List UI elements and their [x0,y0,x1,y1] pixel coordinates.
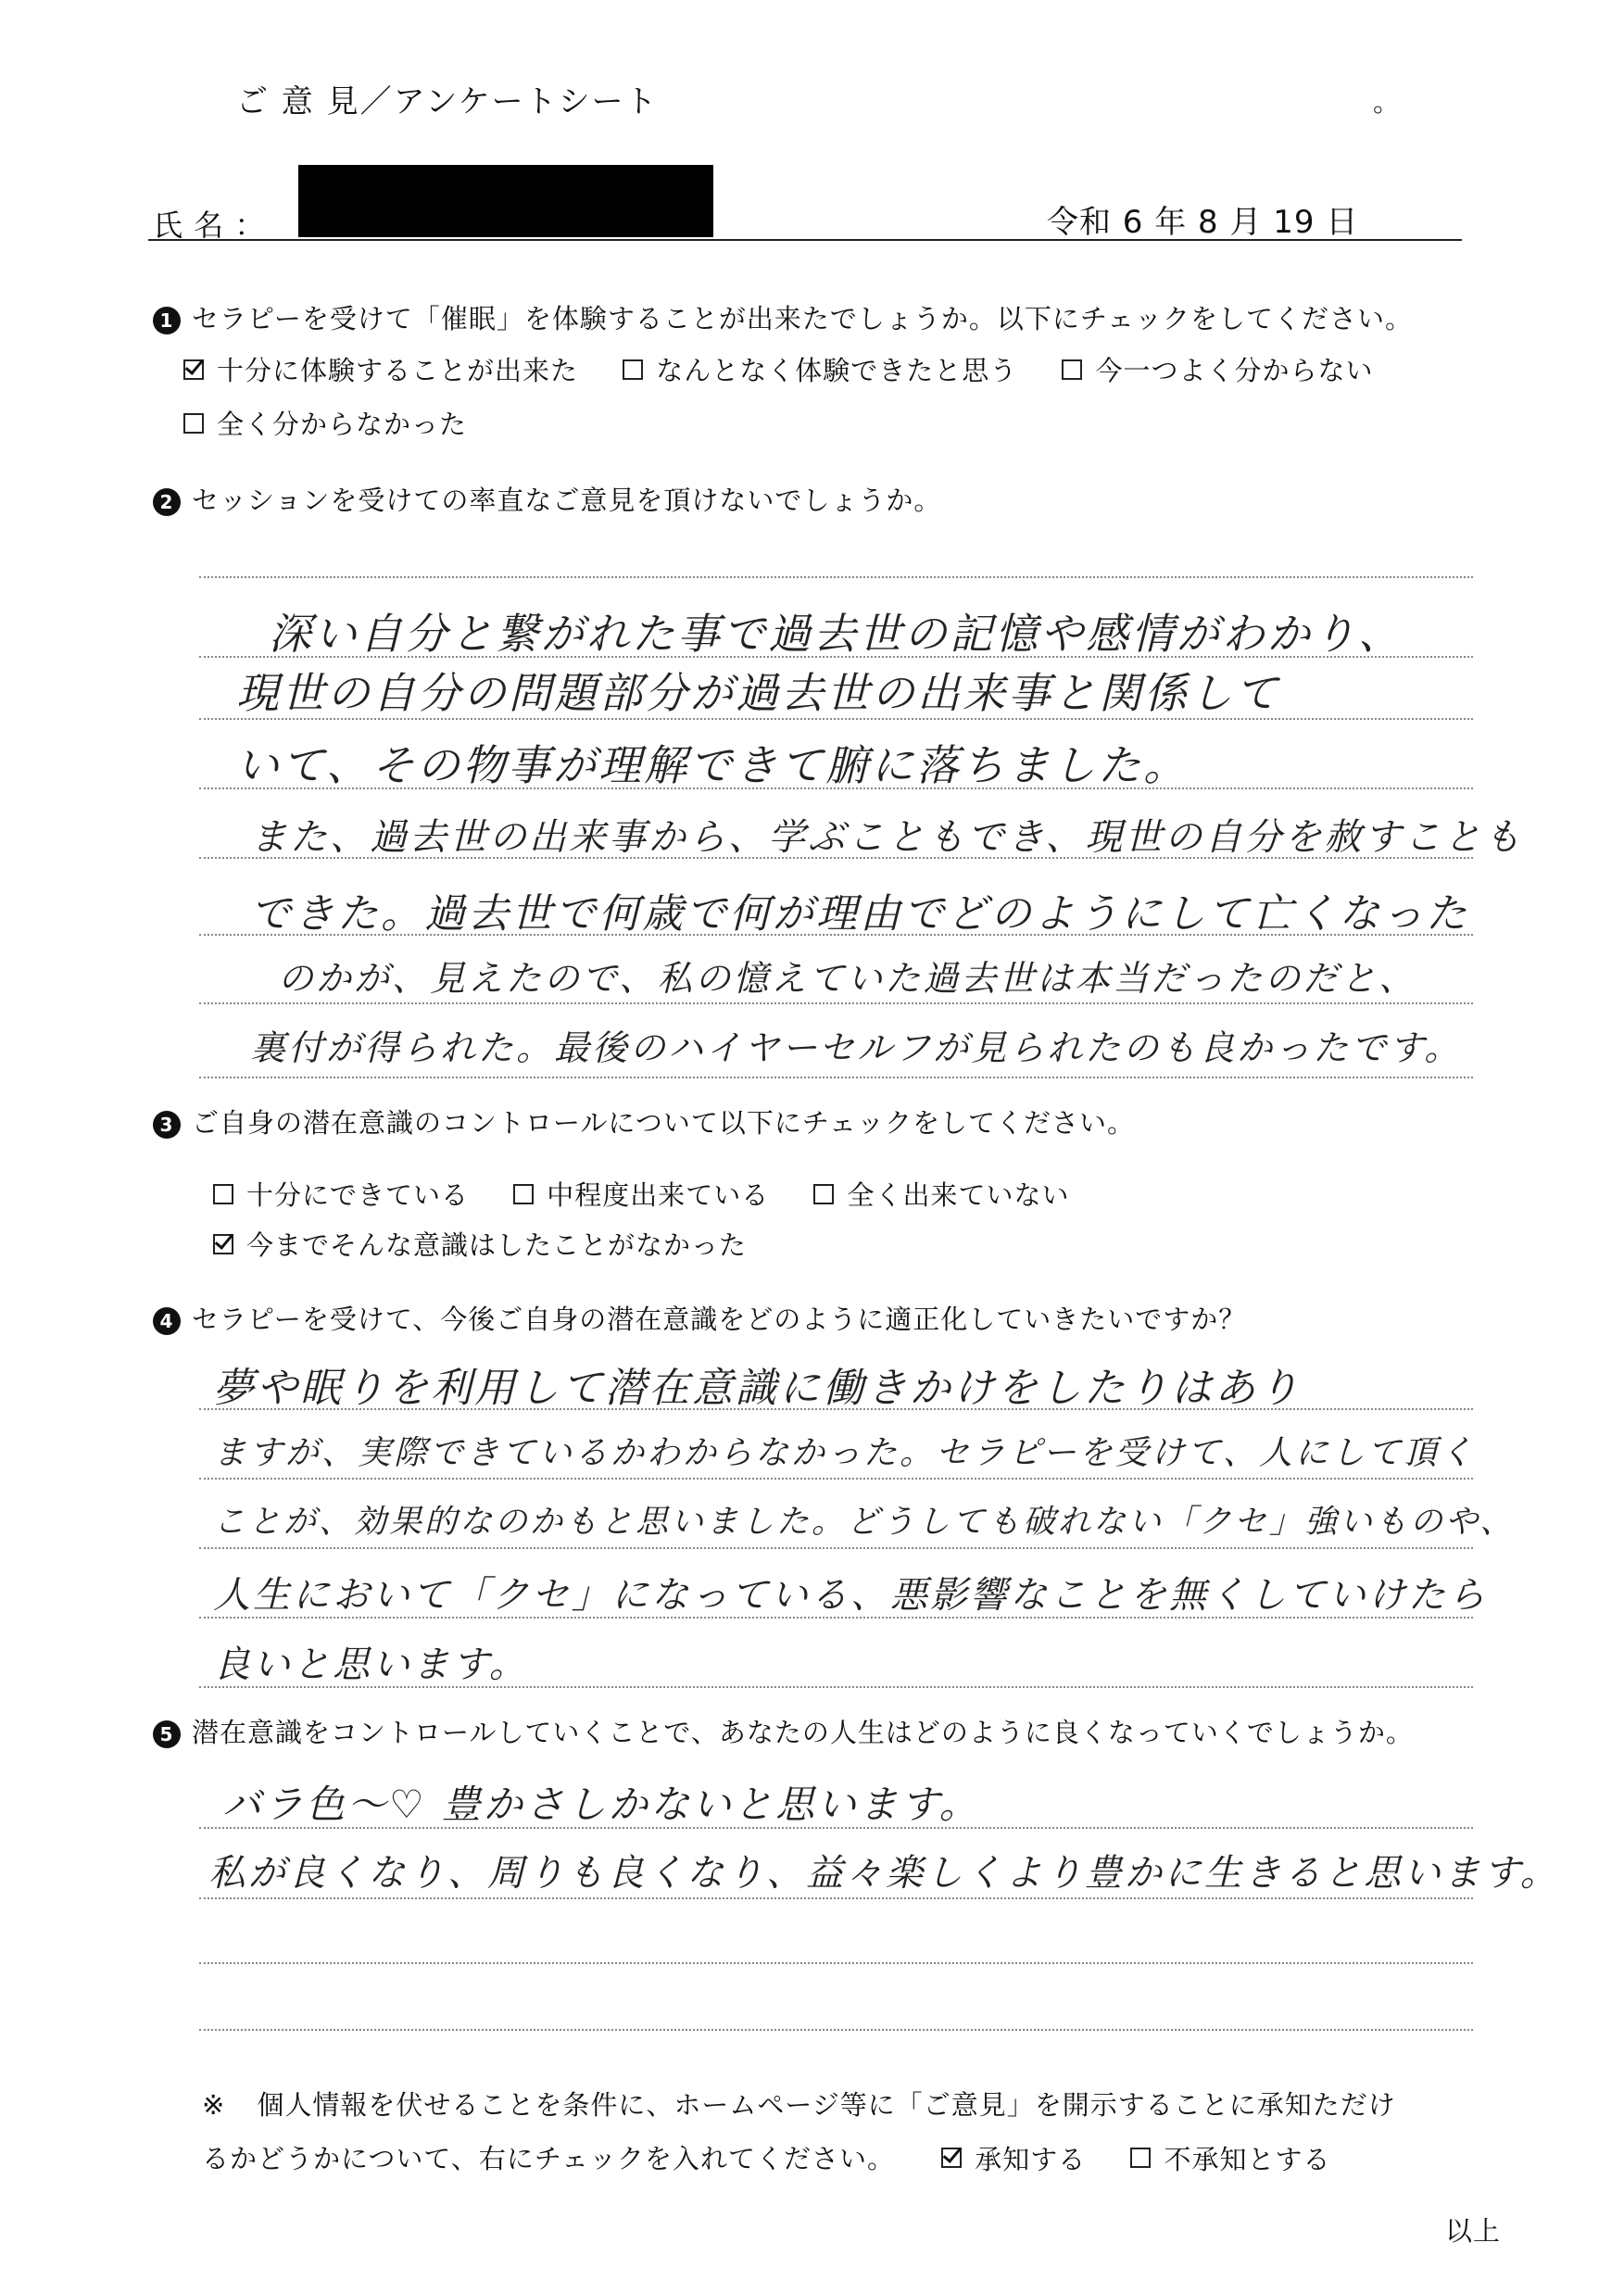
q1-option-1[interactable] [183,350,578,388]
q3-option-1[interactable] [213,1175,469,1213]
corner-mark: 。 [1373,86,1402,118]
q4-answer-line-3: ことが、効果的なのかもと思いました。どうしても破れない「クセ」強いものや、 [213,1504,1516,1541]
q5-number: 5 [153,1720,181,1748]
q1-option-3-label: 今一つよく分からない [1095,355,1374,386]
q3-option-3[interactable] [813,1175,1069,1213]
q4-number: 4 [153,1307,181,1335]
q2-number: 2 [153,488,181,516]
answer-line [199,1077,1473,1078]
q3-option-2[interactable] [513,1175,769,1213]
answer-line [199,1686,1473,1688]
consent-line-1 [202,2085,1396,2123]
answer-line [199,1617,1473,1619]
q4-question-text: セラピーを受けて、今後ご自身の潜在意識をどのように適正化していきたいですか？ [192,1304,1247,1335]
checkbox[interactable] [813,1184,834,1204]
consent-line-2 [202,2138,1366,2177]
answer-line [199,1827,1473,1829]
checkbox-checked[interactable] [183,359,204,380]
answer-line [199,1002,1473,1004]
answer-line [199,656,1473,658]
q1-option-3[interactable] [1062,350,1373,388]
answer-line [199,934,1473,936]
q2-answer-line-1: 深い自分と繋がれた事で過去世の記憶や感情がわかり、 [269,609,1404,659]
q3-options-row1 [213,1175,1104,1213]
q1-option-4-label: 全く分からなかった [217,409,468,440]
answer-line [199,2029,1473,2031]
answer-line [199,1897,1473,1899]
q2-question-text: セッションを受けての率直なご意見を頂けないでしょうか。 [192,485,942,516]
q1-option-2-label: なんとなく体験できたと思う [656,355,1018,386]
q3-question [153,1102,1135,1140]
q3-option-2-label: 中程度出来ている [547,1179,770,1211]
consent-disagree[interactable] [1130,2139,1330,2177]
q1-question [153,298,1413,336]
q1-option-2[interactable] [623,350,1017,388]
consent-agree-label: 承知する [975,2143,1087,2175]
answer-line [199,718,1473,720]
consent-text-1: 個人情報を伏せることを条件に、ホームページ等に「ご意見」を開示することに承知ただけ [257,2089,1396,2121]
q2-answer-line-3: いて、その物事が理解できて腑に落ちました。 [236,740,1190,790]
answer-line [199,1547,1473,1549]
consent-disagree-label: 不承知とする [1164,2143,1331,2175]
answer-line [199,576,1473,578]
q5-answer-line-2: 私が良くなり、周りも良くなり、益々楽しくより豊かに生きると思います。 [208,1852,1560,1895]
q1-number: 1 [153,307,181,334]
q5-answer-line-1: バラ色〜♡ 豊かさしかないと思います。 [222,1782,981,1827]
consent-mark: ※ [202,2089,226,2121]
q1-options-row1 [183,350,1408,388]
answer-line [199,1408,1473,1410]
q4-answer-line-2: ますが、実際できているかわからなかった。セラピーを受けて、人にして頂く [213,1434,1476,1472]
page-title: ご 意 見／アンケートシート [236,83,659,120]
q4-answer-line-5: 良いと思います。 [213,1644,529,1686]
date: 令和 6 年 8 月 19 日 [1047,204,1359,241]
name-underline [148,239,1462,241]
checkbox[interactable] [1130,2148,1151,2168]
checkbox[interactable] [513,1184,534,1204]
answer-line [199,787,1473,789]
q4-question [153,1299,1246,1337]
end-mark: 以上 [1445,2215,1502,2247]
q2-answer-line-5: できた。過去世で何歳で何が理由でどのようにして亡くなった [250,890,1469,938]
q2-answer-line-4: また、過去世の出来事から、学ぶこともでき、現世の自分を赦すことも [250,816,1524,859]
checkbox[interactable] [623,359,643,380]
answer-line [199,1478,1473,1480]
checkbox[interactable] [1062,359,1082,380]
q3-question-text: ご自身の潜在意識のコントロールについて以下にチェックをしてください。 [192,1107,1135,1139]
q5-question-text: 潜在意識をコントロールしていくことで、あなたの人生はどのように良くなっていくでしょうか。 [192,1717,1414,1748]
q3-option-3-label: 全く出来ていない [847,1179,1070,1211]
q3-options-row2 [213,1225,782,1263]
q2-answer-line-2: 現世の自分の問題部分が過去世の出来事と関係して [236,668,1280,718]
q1-option-4[interactable] [183,404,467,442]
consent-agree[interactable] [941,2139,1086,2177]
answer-line [199,1962,1473,1964]
checkbox[interactable] [213,1184,233,1204]
checkbox-checked[interactable] [213,1234,233,1254]
q2-answer-line-7: 裏付が得られた。最後のハイヤーセルフが見られたのも良かったです。 [250,1027,1463,1068]
checkbox-checked[interactable] [941,2148,962,2168]
q1-question-text: セラピーを受けて「催眠」を体験することが出来たでしょうか。以下にチェックをしてください。 [192,303,1413,334]
checkbox[interactable] [183,413,204,434]
q3-option-4[interactable] [213,1225,747,1263]
q1-option-1-label: 十分に体験することが出来た [217,355,579,386]
q4-answer-line-4: 人生において「クセ」になっている、悪影響なことを無くしていけたら [213,1574,1488,1617]
q4-answer-line-1: 夢や眠りを利用して潜在意識に働きかけをしたりはあり [213,1365,1302,1412]
q1-options-row2 [183,404,502,442]
q5-question [153,1712,1414,1750]
q3-option-4-label: 今までそんな意識はしたことがなかった [246,1229,748,1261]
redacted-name [298,165,713,237]
answer-line [199,857,1473,859]
q3-option-1-label: 十分にできている [246,1179,470,1211]
name-label: 氏 名 ： [153,208,266,243]
q3-number: 3 [153,1111,181,1139]
q2-question [153,480,941,518]
q2-answer-line-6: のかが、見えたので、私の憶えていた過去世は本当だったのだと、 [278,958,1417,999]
consent-text-2: るかどうかについて、右にチェックを入れてください。 [202,2143,895,2174]
